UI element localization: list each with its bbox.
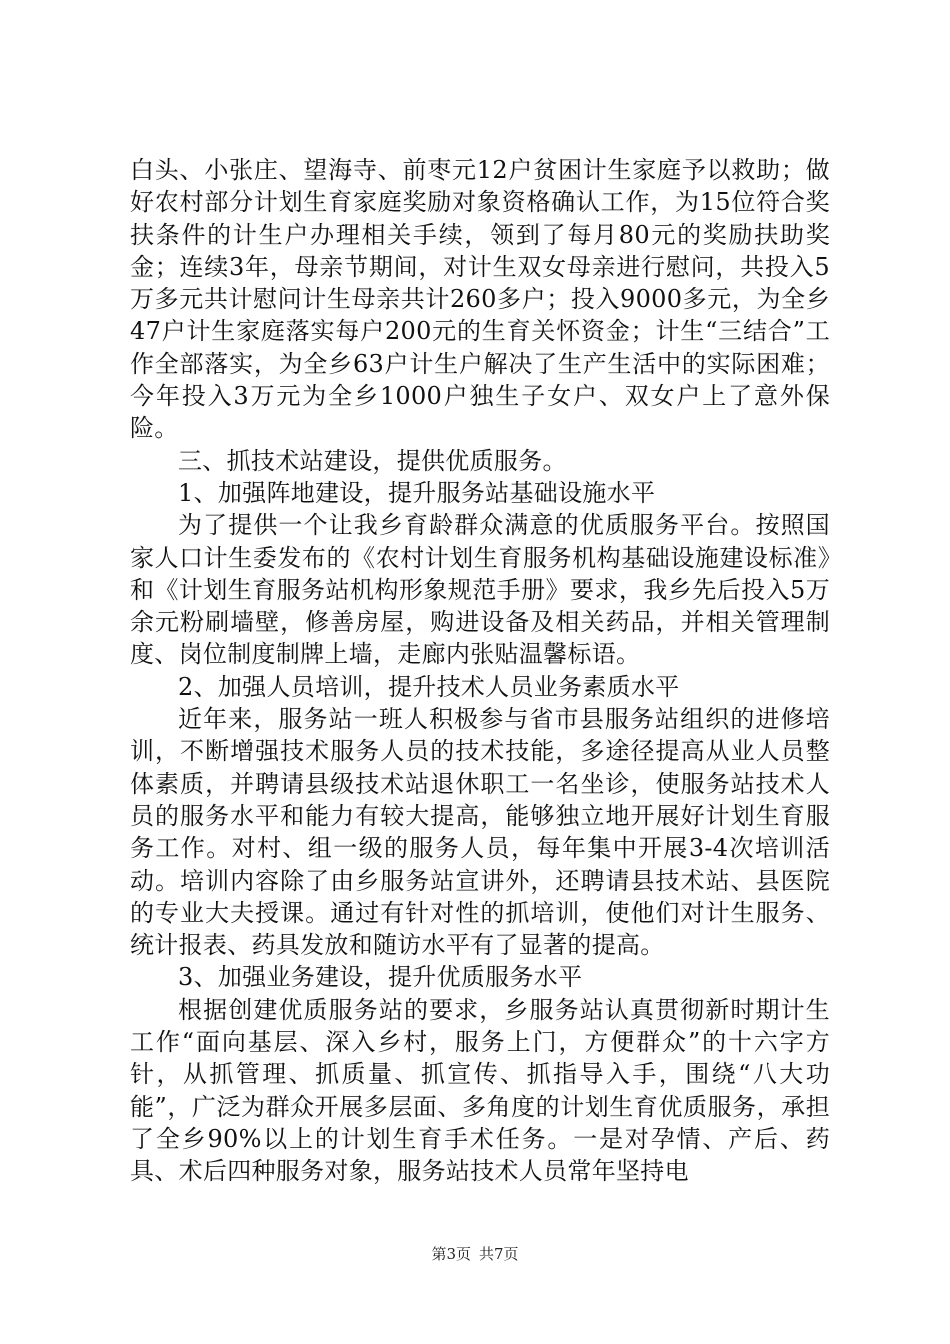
- document-body: [130, 154, 830, 1188]
- page-total: 共7页: [479, 1245, 519, 1263]
- subheading-3: 3、加强业务建设，提升优质服务水平: [178, 963, 583, 992]
- subheading-1: 1、加强阵地建设，提升服务站基础设施水平: [178, 478, 656, 507]
- paragraph-2: 为了提供一个让我乡育龄群众满意的优质服务平台。按照国家人口计生委发布的《农村计划生育服务机构基础设施建设标准》和《计划生育服务站机构形象规范手册》要求，我乡先后投入5万余元粉刷墙壁，修善房屋，购进设备及相关药品，并相关管理制度、岗位制度制牌上墙，走廊内张贴温馨标语。: [130, 511, 830, 669]
- paragraph-3: 近年来，服务站一班人积极参与省市县服务站组织的进修培训，不断增强技术服务人员的技术技能，多途径提高从业人员整体素质，并聘请县级技术站退休职工一名坐诊，使服务站技术人员的服务水平和能力有较大提高，能够独立地开展好计划生育服务工作。对村、组一级的服务人员，每年集中开展3-4次培训活动。培训内容除了由乡服务站宣讲外，还聘请县技术站、县医院的专业大夫授课。通过有针对性的抓培训，使他们对计生服务、统计报表、药具发放和随访水平有了显著的提高。: [130, 705, 830, 960]
- page-number: 第3页: [431, 1245, 471, 1263]
- paragraph-4: 根据创建优质服务站的要求，乡服务站认真贯彻新时期计生工作“面向基层、深入乡村，服务上门，方便群众”的十六字方针，从抓管理、抓质量、抓宣传、抓指导入手，围绕“八大功能”，广泛为群众开展多层面、多角度的计划生育优质服务，承担了全乡90%以上的计划生育手术任务。一是对孕情、产后、药具、术后四种服务对象，服务站技术人员常年坚持电: [130, 995, 830, 1186]
- page-footer: [0, 1244, 950, 1264]
- section-heading-3: 三、抓技术站建设，提供优质服务。: [178, 446, 567, 475]
- subheading-2: 2、加强人员培训，提升技术人员业务素质水平: [178, 672, 680, 701]
- paragraph-1: 白头、小张庄、望海寺、前枣元12户贫困计生家庭予以救助；做好农村部分计划生育家庭奖励对象资格确认工作，为15位符合奖扶条件的计生户办理相关手续，领到了每月80元的奖励扶助奖金；连续3年，母亲节期间，对计生双女母亲进行慰问，共投入5万多元共计慰问计生母亲共计260多户；投入9000多元，为全乡47户计生家庭落实每户200元的生育关怀资金；计生“三结合”工作全部落实，为全乡63户计生户解决了生产生活中的实际困难；今年投入3万元为全乡1000户独生子女户、双女户上了意外保险。: [130, 156, 830, 443]
